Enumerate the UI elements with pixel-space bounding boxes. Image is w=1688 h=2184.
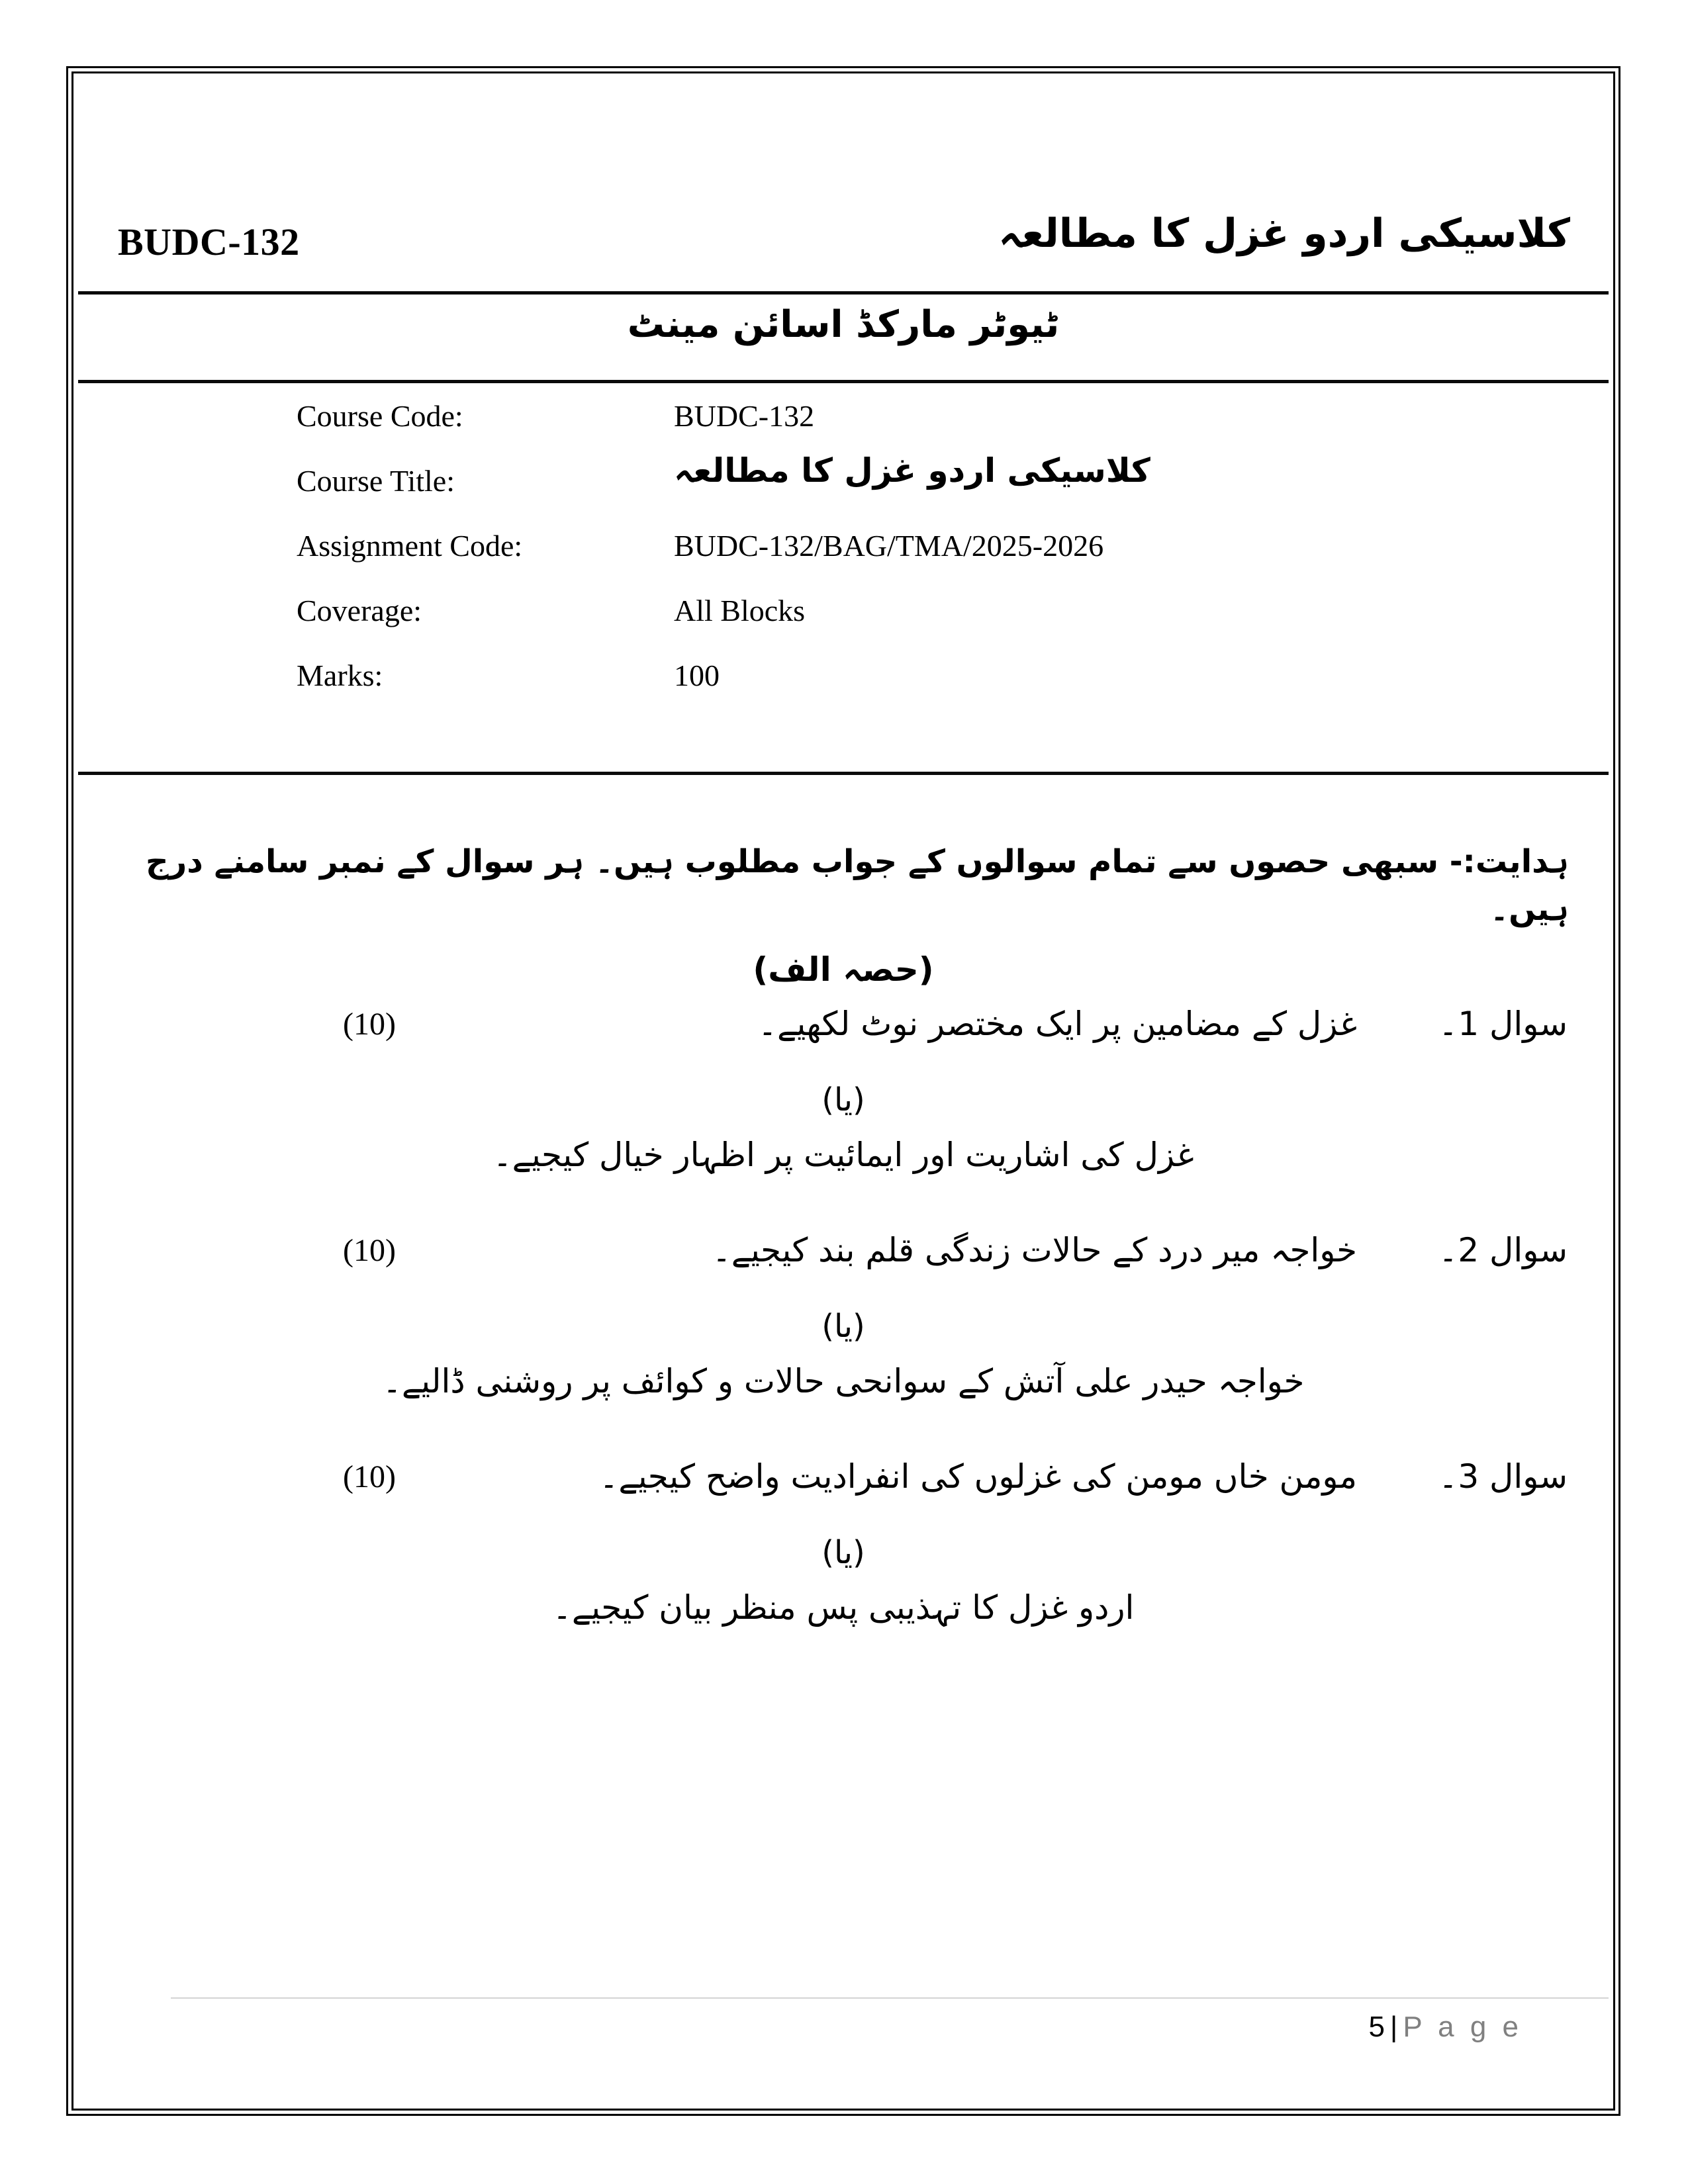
question-alternative-text: خواجہ حیدر علی آتش کے سوانحی حالات و کوائف پر روشنی ڈالیے۔ [382,1362,1305,1400]
question-alternative-text: اردو غزل کا تہذیبی پس منظر بیان کیجیے۔ [552,1588,1135,1627]
footer-page-indicator [1368,2011,1523,2044]
info-value-course-code: BUDC-132 [674,399,815,433]
info-row-assignment-code [78,520,1609,585]
question-or-separator: (یا) [821,1308,865,1345]
questions-list [78,1005,1609,1684]
info-label-assignment-code: Assignment Code: [297,529,523,563]
question-marks: (10) [343,1459,396,1494]
footer-divider [171,1997,1609,1999]
info-value-coverage: All Blocks [674,594,806,627]
question-text: غزل کے مضامین پر ایک مختصر نوٹ لکھیے۔ [757,1005,1357,1043]
question-main-line [78,1457,1609,1526]
section-heading-part-a: (حصہ الف) [753,950,934,989]
page-content [78,78,1609,2104]
info-row-coverage [78,585,1609,650]
info-label-marks: Marks: [297,659,383,692]
footer-separator: | [1389,2011,1398,2043]
footer-page-word: P a g e [1403,2011,1523,2043]
header-course-code: BUDC-132 [118,220,300,263]
header-divider-bottom [78,380,1609,383]
footer-page-number: 5 [1368,2011,1385,2043]
assignment-kind-heading: ٹیوٹر مارکڈ اسائن مینٹ [627,303,1060,346]
question-label: سوال 3۔ [1438,1457,1568,1496]
info-value-assignment-code: BUDC-132/BAG/TMA/2025-2026 [674,529,1104,563]
header-divider-top [78,291,1609,295]
question-block [78,1005,1609,1174]
info-label-course-code: Course Code: [297,399,463,433]
info-value-course-title: کلاسیکی اردو غزل کا مطالعہ [674,451,1150,490]
question-label: سوال 2۔ [1438,1231,1568,1269]
info-row-course-code [78,390,1609,455]
question-marks: (10) [343,1007,396,1042]
document-header [78,210,1609,290]
question-marks: (10) [343,1233,396,1268]
instruction-text: ہدایت:- سبھی حصوں سے تمام سوالوں کے جواب مطلوب ہیں۔ ہر سوال کے نمبر سامنے درج ہیں۔ [146,843,1569,928]
question-alternative-text: غزل کی اشاریت اور ایمائیت پر اظہار خیال کیجیے۔ [492,1136,1194,1174]
question-label: سوال 1۔ [1438,1005,1568,1043]
question-main-line [78,1005,1609,1073]
info-value-marks: 100 [674,659,720,692]
question-or-separator: (یا) [821,1081,865,1118]
info-label-coverage: Coverage: [297,594,422,627]
assignment-info-table [78,390,1609,715]
info-row-marks [78,650,1609,715]
question-block [78,1457,1609,1627]
question-block [78,1231,1609,1400]
header-course-title-urdu: کلاسیکی اردو غزل کا مطالعہ [998,210,1570,257]
info-row-course-title [78,451,1609,520]
info-table-divider-bottom [78,772,1609,775]
question-main-line [78,1231,1609,1300]
question-or-separator: (یا) [821,1534,865,1571]
question-text: مومن خاں مومن کی غزلوں کی انفرادیت واضح کیجیے۔ [599,1457,1357,1496]
info-label-course-title: Course Title: [297,464,455,498]
question-text: خواجہ میر درد کے حالات زندگی قلم بند کیجیے۔ [712,1231,1357,1269]
